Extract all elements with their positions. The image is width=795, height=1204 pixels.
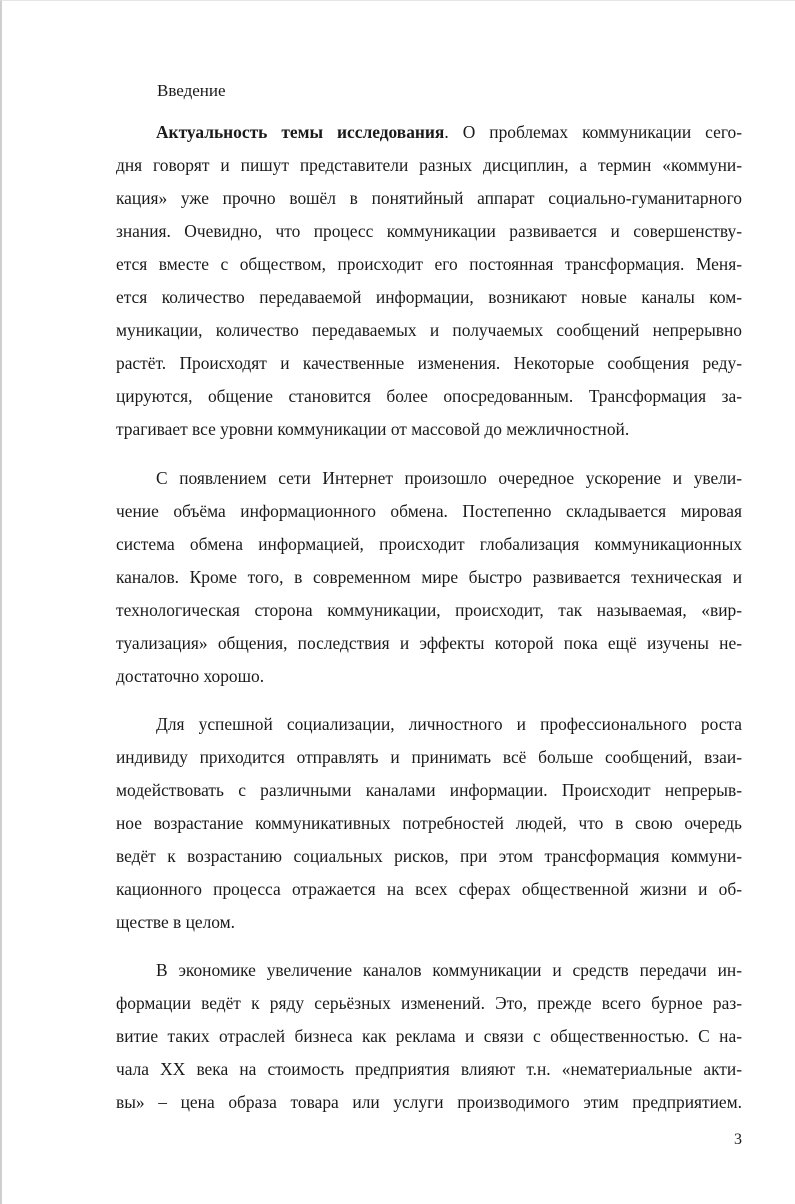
paragraph-2-line-7: достаточно хорошо. — [116, 666, 265, 686]
paragraph-4-line-2: формации ведёт к ряду серьёзных изменений. Это, прежде всего бурное раз- — [116, 993, 742, 1013]
paragraph-2-line-6: туализация» общения, последствия и эффекты которой пока ещё изучены не- — [116, 633, 742, 653]
section-heading: Введение — [157, 81, 226, 100]
paragraph-1-line-1-text: . О проблемах коммуникации сего- — [444, 122, 743, 142]
paragraph-3-line-3: модействовать с различными каналами информации. Происходит непрерыв- — [116, 780, 742, 800]
paragraph-1-line-1 — [156, 119, 742, 145]
paragraph-1-line-6: ется количество передаваемой информации, возникают новые каналы ком- — [116, 287, 742, 307]
paragraph-1-line-10: трагивает все уровни коммуникации от массовой до межличностной. — [116, 419, 630, 439]
paragraph-3-line-5: ведёт к возрастанию социальных рисков, при этом трансформация коммуни- — [116, 846, 742, 866]
paragraph-4-line-4: чала XX века на стоимость предприятия влияют т.н. «нематериальные акти- — [116, 1059, 742, 1079]
paragraph-1-line-4: знания. Очевидно, что процесс коммуникации развивается и совершенству- — [116, 221, 742, 241]
paragraph-3-line-4: ное возрастание коммуникативных потребностей людей, что в свою очередь — [116, 813, 742, 833]
paragraph-2-line-2: чение объёма информационного обмена. Постепенно складывается мировая — [116, 501, 742, 521]
paragraph-4-line-5: вы» – цена образа товара или услуги производимого этим предприятием. — [116, 1092, 742, 1112]
paragraph-4-line-3: витие таких отраслей бизнеса как реклама и связи с общественностью. С на- — [116, 1026, 742, 1046]
paragraph-1-line-2: дня говорят и пишут представители разных дисциплин, а термин «коммуни- — [116, 155, 742, 175]
paragraph-3-line-6: кационного процесса отражается на всех сферах общественной жизни и об- — [116, 879, 742, 899]
paragraph-1-line-8: растёт. Происходят и качественные изменения. Некоторые сообщения реду- — [116, 353, 742, 373]
paragraph-2-line-4: каналов. Кроме того, в современном мире быстро развивается техническая и — [116, 567, 742, 587]
paragraph-2-line-3: система обмена информацией, происходит глобализация коммуникационных — [116, 534, 742, 554]
page-number: 3 — [734, 1131, 742, 1148]
paragraph-1-line-7: муникации, количество передаваемых и получаемых сообщений непрерывно — [116, 320, 742, 340]
paragraph-3-line-1: Для успешной социализации, личностного и профессионального роста — [156, 714, 742, 734]
paragraph-3-line-2: индивиду приходится отправлять и принимать всё больше сообщений, взаи- — [116, 747, 742, 767]
paragraph-2-line-1: С появлением сети Интернет произошло очередное ускорение и увели- — [156, 468, 742, 488]
paragraph-4-line-1: В экономике увеличение каналов коммуникации и средств передачи ин- — [156, 960, 742, 980]
paragraph-2-line-5: технологическая сторона коммуникации, происходит, так называемая, «вир- — [116, 600, 742, 620]
paragraph-3-line-7: ществе в целом. — [116, 912, 236, 932]
relevance-label: Актуальность темы исследования — [156, 122, 445, 142]
paragraph-1-line-5: ется вместе с обществом, происходит его постоянная трансформация. Меня- — [116, 254, 742, 274]
paragraph-1-line-3: кация» уже прочно вошёл в понятийный аппарат социально-гуманитарного — [116, 188, 742, 208]
paragraph-1-line-9: цируются, общение становится более опосредованным. Трансформация за- — [116, 386, 742, 406]
